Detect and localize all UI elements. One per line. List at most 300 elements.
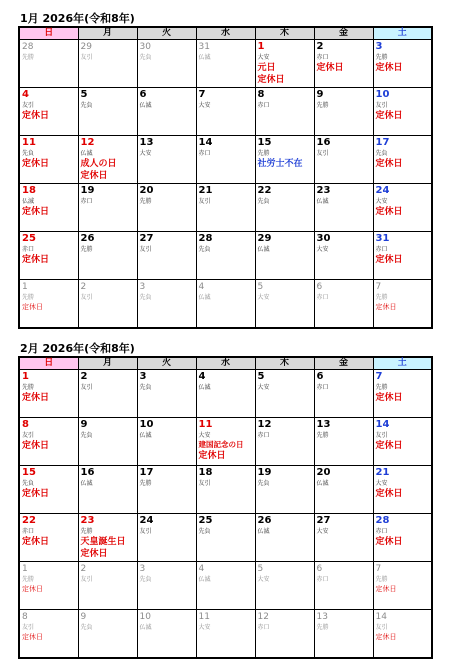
adjacent-month-day-cell: [196, 40, 255, 88]
day-number: 20: [316, 467, 331, 478]
day-number: 30: [139, 42, 151, 52]
day-cell: [19, 466, 78, 514]
adjacent-month-day-cell: [19, 40, 78, 88]
day-cell: [255, 418, 314, 466]
day-cell: [373, 418, 432, 466]
rokuyo-label: 赤口: [22, 528, 35, 535]
weekday-sat: 土: [373, 27, 432, 40]
rokuyo-label: 友引: [198, 480, 211, 487]
day-number: 10: [139, 419, 154, 430]
holiday-label: 定休日: [375, 207, 403, 217]
day-number: 14: [198, 137, 213, 148]
day-cell: [19, 232, 78, 280]
day-number: 17: [375, 137, 390, 148]
month-title: 1月 2026年(令和8年): [20, 12, 135, 25]
rokuyo-label: 大安: [316, 246, 329, 253]
rokuyo-label: 仏滅: [316, 480, 329, 487]
day-cell: [314, 184, 373, 232]
weekday-tue: 火: [137, 357, 196, 370]
week-row: [19, 280, 432, 328]
rokuyo-label: 先負: [139, 294, 152, 301]
rokuyo-label: 先勝: [22, 576, 35, 583]
week-row: [19, 514, 432, 562]
adjacent-month-day-cell: [373, 562, 432, 610]
week-row: [19, 562, 432, 610]
rokuyo-label: 赤口: [257, 432, 270, 439]
day-number: 25: [198, 515, 213, 526]
rokuyo-label: 先勝: [375, 576, 388, 583]
day-number: 13: [316, 419, 331, 430]
weekday-tue: 火: [137, 27, 196, 40]
rokuyo-label: 赤口: [257, 102, 270, 109]
calendar-february: [18, 342, 433, 659]
holiday-label: 定休日: [22, 111, 50, 121]
adjacent-month-day-cell: [255, 280, 314, 328]
rokuyo-label: 先負: [257, 198, 270, 205]
rokuyo-label: 赤口: [316, 384, 329, 391]
day-cell: [137, 418, 196, 466]
day-number: 14: [375, 419, 390, 430]
rokuyo-label: 友引: [139, 528, 152, 535]
day-number: 15: [257, 137, 272, 148]
day-cell: [196, 370, 255, 418]
weekday-sun: 日: [19, 357, 78, 370]
weekday-sun: 日: [19, 27, 78, 40]
rokuyo-label: 友引: [316, 150, 329, 157]
day-number: 4: [198, 282, 205, 292]
day-number: 18: [198, 467, 213, 478]
rokuyo-label: 仏滅: [198, 576, 211, 583]
holiday-label: 定休日: [22, 393, 50, 403]
day-number: 1: [22, 371, 29, 382]
day-number: 31: [198, 42, 210, 52]
month-title: 2月 2026年(令和8年): [20, 342, 135, 355]
day-cell: [196, 418, 255, 466]
day-number: 9: [80, 419, 88, 430]
adjacent-month-day-cell: [314, 562, 373, 610]
day-cell: [373, 370, 432, 418]
day-number: 11: [22, 137, 36, 148]
day-cell: [255, 88, 314, 136]
rokuyo-label: 大安: [198, 432, 211, 439]
rokuyo-label: 先負: [139, 54, 152, 61]
holiday-label: 定休日: [22, 633, 43, 641]
day-cell: [255, 514, 314, 562]
rokuyo-label: 赤口: [316, 294, 329, 301]
holiday-label: 定休日: [22, 537, 50, 547]
day-number: 7: [375, 371, 383, 382]
rokuyo-label: 仏滅: [139, 102, 152, 109]
rokuyo-label: 仏滅: [80, 150, 93, 157]
day-cell: [137, 370, 196, 418]
day-number: 24: [139, 515, 154, 526]
day-number: 25: [22, 233, 36, 244]
rokuyo-label: 友引: [375, 432, 388, 439]
day-number: 2: [80, 371, 88, 382]
day-cell: [373, 136, 432, 184]
day-cell: [78, 184, 137, 232]
rokuyo-label: 大安: [198, 624, 211, 631]
rokuyo-label: 友引: [22, 624, 35, 631]
day-number: 3: [139, 564, 146, 574]
day-number: 6: [316, 282, 323, 292]
rokuyo-label: 友引: [139, 246, 152, 253]
rokuyo-label: 赤口: [22, 246, 35, 253]
day-cell: [196, 136, 255, 184]
day-cell: [19, 418, 78, 466]
day-number: 1: [22, 564, 28, 574]
rokuyo-label: 先負: [198, 528, 211, 535]
day-number: 19: [80, 185, 95, 196]
day-number: 3: [139, 371, 147, 382]
day-cell: [314, 514, 373, 562]
rokuyo-label: 先勝: [316, 624, 329, 631]
rokuyo-label: 仏滅: [139, 432, 152, 439]
rokuyo-label: 赤口: [375, 246, 388, 253]
holiday-label: 定休日: [375, 441, 403, 451]
day-cell: [373, 232, 432, 280]
holiday-label: 建国記念の日: [198, 440, 244, 449]
day-number: 2: [316, 41, 324, 52]
day-cell: [373, 514, 432, 562]
rokuyo-label: 仏滅: [316, 198, 329, 205]
day-number: 10: [375, 89, 390, 100]
rokuyo-label: 仏滅: [257, 528, 270, 535]
day-number: 5: [257, 371, 265, 382]
rokuyo-label: 友引: [80, 294, 93, 301]
rokuyo-label: 仏滅: [198, 294, 211, 301]
day-number: 28: [198, 233, 213, 244]
rokuyo-label: 先勝: [22, 54, 35, 61]
weekday-wed: 水: [196, 357, 255, 370]
day-number: 23: [316, 185, 331, 196]
day-number: 13: [139, 137, 154, 148]
weekday-header-row: [19, 357, 432, 370]
day-number: 3: [139, 282, 146, 292]
weekday-thu: 木: [255, 357, 314, 370]
day-number: 27: [139, 233, 154, 244]
weekday-wed: 水: [196, 27, 255, 40]
rokuyo-label: 赤口: [375, 528, 388, 535]
day-cell: [137, 232, 196, 280]
day-cell: [78, 232, 137, 280]
day-cell: [78, 136, 137, 184]
day-number: 24: [375, 185, 390, 196]
rokuyo-label: 先負: [139, 384, 152, 391]
day-cell: [78, 418, 137, 466]
day-number: 28: [375, 515, 390, 526]
adjacent-month-day-cell: [373, 610, 432, 658]
adjacent-month-day-cell: [314, 610, 373, 658]
holiday-label: 定休日: [375, 303, 397, 311]
day-number: 19: [257, 467, 272, 478]
day-cell: [255, 370, 314, 418]
calendar-grid: [18, 26, 433, 329]
day-number: 17: [139, 467, 154, 478]
day-number: 10: [139, 612, 151, 622]
day-number: 2: [80, 564, 87, 574]
day-number: 11: [198, 419, 213, 430]
day-cell: [78, 88, 137, 136]
rokuyo-label: 先負: [257, 480, 270, 487]
day-number: 23: [80, 515, 95, 526]
day-cell: [196, 466, 255, 514]
event-note: 社労士不在: [257, 159, 303, 169]
day-cell: [314, 136, 373, 184]
adjacent-month-day-cell: [78, 610, 137, 658]
rokuyo-label: 先負: [80, 102, 93, 109]
calendar-january: [18, 12, 433, 329]
rokuyo-label: 友引: [22, 432, 35, 439]
week-row: [19, 136, 432, 184]
adjacent-month-day-cell: [196, 562, 255, 610]
holiday-label: 定休日: [22, 489, 50, 499]
rokuyo-label: 友引: [198, 198, 211, 205]
rokuyo-label: 仏滅: [198, 54, 211, 61]
day-number: 21: [198, 185, 213, 196]
rokuyo-label: 大安: [375, 480, 388, 487]
day-number: 5: [257, 282, 264, 292]
rokuyo-label: 先負: [198, 246, 211, 253]
day-number: 26: [80, 233, 95, 244]
day-number: 12: [257, 612, 269, 622]
weekday-fri: 金: [314, 27, 373, 40]
day-number: 6: [316, 371, 324, 382]
rokuyo-label: 大安: [257, 576, 270, 583]
adjacent-month-day-cell: [19, 280, 78, 328]
holiday-label: 定休日: [22, 159, 50, 169]
day-number: 2: [80, 282, 87, 292]
day-number: 16: [316, 137, 331, 148]
day-number: 15: [22, 467, 36, 478]
rokuyo-label: 赤口: [316, 576, 329, 583]
rokuyo-label: 友引: [22, 102, 35, 109]
day-cell: [137, 466, 196, 514]
day-number: 13: [316, 612, 328, 622]
rokuyo-label: 先勝: [22, 384, 35, 391]
holiday-label: 定休日: [22, 255, 50, 265]
day-cell: [314, 418, 373, 466]
day-cell: [19, 88, 78, 136]
day-number: 22: [257, 185, 272, 196]
week-row: [19, 370, 432, 418]
week-row: [19, 88, 432, 136]
holiday-label: 定休日: [375, 255, 403, 265]
holiday-label: 定休日: [80, 549, 108, 559]
day-cell: [78, 370, 137, 418]
day-number: 28: [22, 42, 34, 52]
holiday-label: 定休日: [375, 393, 403, 403]
day-number: 12: [257, 419, 272, 430]
day-number: 7: [375, 282, 382, 292]
rokuyo-label: 先勝: [375, 294, 388, 301]
day-number: 30: [316, 233, 331, 244]
day-number: 27: [316, 515, 331, 526]
day-number: 3: [375, 41, 383, 52]
day-cell: [19, 370, 78, 418]
day-cell: [255, 232, 314, 280]
rokuyo-label: 大安: [375, 198, 388, 205]
adjacent-month-day-cell: [137, 562, 196, 610]
holiday-label: 定休日: [198, 451, 226, 461]
rokuyo-label: 先負: [139, 576, 152, 583]
day-number: 31: [375, 233, 390, 244]
day-cell: [196, 232, 255, 280]
rokuyo-label: 仏滅: [80, 480, 93, 487]
day-cell: [19, 136, 78, 184]
rokuyo-label: 友引: [80, 54, 93, 61]
week-row: [19, 184, 432, 232]
adjacent-month-day-cell: [78, 562, 137, 610]
rokuyo-label: 大安: [198, 102, 211, 109]
rokuyo-label: 大安: [316, 528, 329, 535]
holiday-label: 元日: [257, 63, 276, 73]
rokuyo-label: 赤口: [316, 54, 329, 61]
rokuyo-label: 先負: [375, 150, 388, 157]
rokuyo-label: 先勝: [139, 480, 152, 487]
adjacent-month-day-cell: [19, 610, 78, 658]
day-number: 21: [375, 467, 390, 478]
day-cell: [373, 40, 432, 88]
day-cell: [373, 88, 432, 136]
rokuyo-label: 友引: [80, 384, 93, 391]
adjacent-month-day-cell: [196, 610, 255, 658]
day-number: 4: [198, 564, 205, 574]
adjacent-month-day-cell: [137, 280, 196, 328]
day-number: 4: [198, 371, 206, 382]
day-cell: [196, 184, 255, 232]
weekday-header-row: [19, 27, 432, 40]
day-cell: [373, 184, 432, 232]
day-number: 29: [257, 233, 272, 244]
day-number: 14: [375, 612, 387, 622]
rokuyo-label: 大安: [257, 294, 270, 301]
holiday-label: 定休日: [375, 111, 403, 121]
rokuyo-label: 赤口: [80, 198, 93, 205]
week-row: [19, 232, 432, 280]
adjacent-month-day-cell: [373, 280, 432, 328]
day-number: 9: [80, 612, 87, 622]
calendar-grid: [18, 356, 433, 659]
holiday-label: 定休日: [22, 441, 50, 451]
day-cell: [314, 232, 373, 280]
weekday-thu: 木: [255, 27, 314, 40]
holiday-label: 定休日: [375, 489, 403, 499]
day-number: 8: [257, 89, 265, 100]
day-cell: [19, 514, 78, 562]
adjacent-month-day-cell: [137, 40, 196, 88]
weekday-mon: 月: [78, 357, 137, 370]
rokuyo-label: 大安: [139, 150, 152, 157]
day-number: 1: [257, 41, 265, 52]
adjacent-month-day-cell: [19, 562, 78, 610]
day-cell: [78, 514, 137, 562]
rokuyo-label: 先勝: [22, 294, 35, 301]
day-number: 9: [316, 89, 324, 100]
rokuyo-label: 大安: [257, 54, 270, 61]
week-row: [19, 418, 432, 466]
holiday-label: 定休日: [22, 303, 43, 311]
day-number: 5: [257, 564, 264, 574]
day-number: 7: [375, 564, 382, 574]
day-cell: [373, 466, 432, 514]
day-number: 16: [80, 467, 95, 478]
day-cell: [137, 184, 196, 232]
day-number: 8: [22, 419, 29, 430]
day-number: 5: [80, 89, 88, 100]
adjacent-month-day-cell: [196, 280, 255, 328]
holiday-label: 定休日: [375, 633, 397, 641]
day-number: 8: [22, 612, 28, 622]
day-number: 26: [257, 515, 272, 526]
day-cell: [314, 466, 373, 514]
day-cell: [255, 136, 314, 184]
rokuyo-label: 仏滅: [22, 198, 35, 205]
day-cell: [137, 136, 196, 184]
adjacent-month-day-cell: [78, 40, 137, 88]
rokuyo-label: 赤口: [257, 624, 270, 631]
day-cell: [78, 466, 137, 514]
rokuyo-label: 友引: [375, 102, 388, 109]
holiday-label: 定休日: [375, 63, 403, 73]
weekday-mon: 月: [78, 27, 137, 40]
rokuyo-label: 先負: [22, 150, 35, 157]
rokuyo-label: 先勝: [375, 54, 388, 61]
day-number: 11: [198, 612, 210, 622]
day-number: 6: [139, 89, 147, 100]
day-cell: [255, 40, 314, 88]
adjacent-month-day-cell: [255, 610, 314, 658]
week-row: [19, 466, 432, 514]
day-number: 12: [80, 137, 95, 148]
holiday-label: 定休日: [22, 585, 43, 593]
holiday-label: 天皇誕生日: [80, 537, 126, 547]
day-cell: [255, 466, 314, 514]
adjacent-month-day-cell: [78, 280, 137, 328]
rokuyo-label: 友引: [80, 576, 93, 583]
rokuyo-label: 先負: [80, 624, 93, 631]
day-cell: [255, 184, 314, 232]
holiday-label: 定休日: [375, 159, 403, 169]
rokuyo-label: 先勝: [316, 102, 329, 109]
holiday-label: 定休日: [316, 63, 344, 73]
rokuyo-label: 大安: [257, 384, 270, 391]
day-number: 29: [80, 42, 92, 52]
adjacent-month-day-cell: [137, 610, 196, 658]
day-cell: [137, 88, 196, 136]
day-number: 7: [198, 89, 206, 100]
rokuyo-label: 友引: [375, 624, 388, 631]
adjacent-month-day-cell: [314, 280, 373, 328]
rokuyo-label: 先勝: [80, 246, 93, 253]
day-cell: [314, 40, 373, 88]
holiday-label: 定休日: [22, 207, 50, 217]
day-cell: [196, 514, 255, 562]
week-row: [19, 610, 432, 658]
day-cell: [19, 184, 78, 232]
holiday-label: 定休日: [80, 171, 108, 181]
day-number: 22: [22, 515, 36, 526]
rokuyo-label: 仏滅: [198, 384, 211, 391]
day-number: 1: [22, 282, 28, 292]
day-cell: [314, 370, 373, 418]
rokuyo-label: 仏滅: [257, 246, 270, 253]
day-number: 18: [22, 185, 36, 196]
rokuyo-label: 先勝: [316, 432, 329, 439]
adjacent-month-day-cell: [255, 562, 314, 610]
day-cell: [137, 514, 196, 562]
holiday-label: 定休日: [375, 585, 397, 593]
